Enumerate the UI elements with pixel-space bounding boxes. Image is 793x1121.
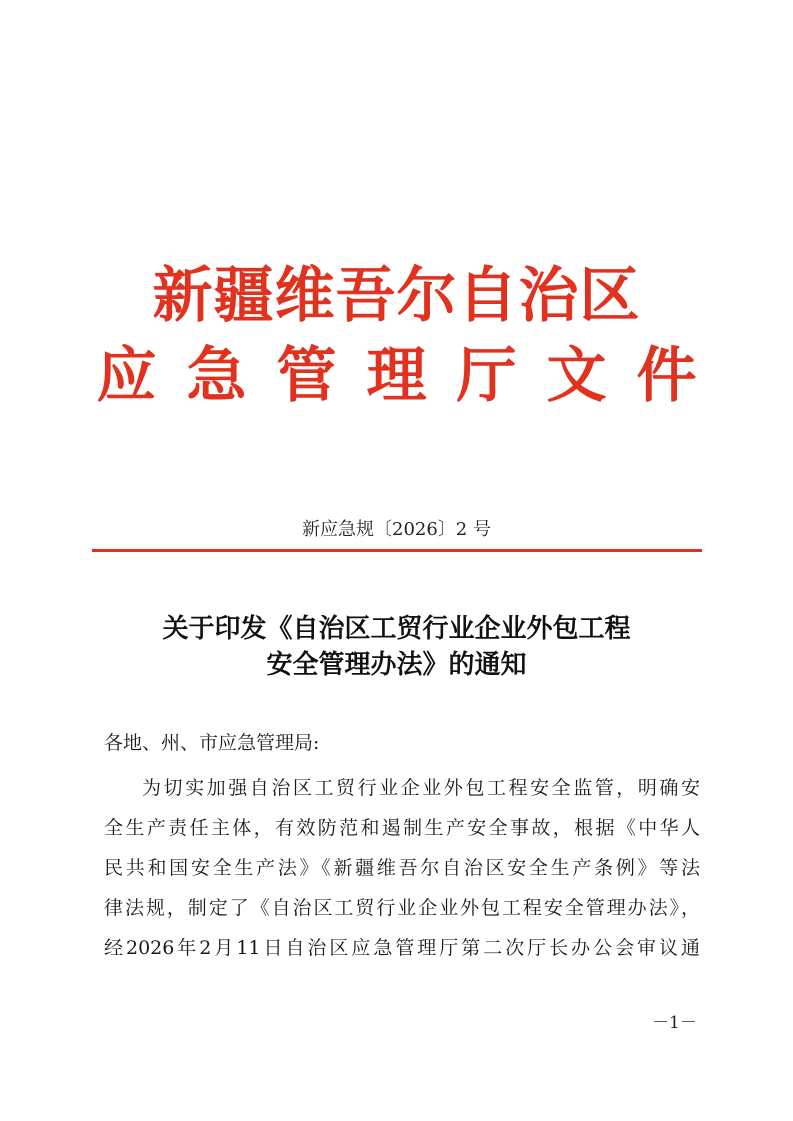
body-line: 经2026年2月11日自治区应急管理厅第二次厅长办公会审议通 (104, 937, 700, 959)
body-line: 民共和国安全生产法》《新疆维吾尔自治区安全生产条例》等法 (104, 857, 700, 879)
notice-title (0, 611, 793, 683)
notice-title-line-1: 关于印发《自治区工贸行业企业外包工程 (162, 614, 631, 644)
document-header-line-2: 应急管理厅文件 (96, 341, 727, 411)
document-header-line-1: 新疆维吾尔自治区 (152, 261, 641, 331)
page-number: －1－ (652, 1013, 697, 1033)
body-paragraph (104, 772, 700, 972)
body-line: 律法规，制定了《自治区工贸行业企业外包工程安全管理办法》， (104, 897, 700, 919)
salutation: 各地、州、市应急管理局: (104, 732, 320, 754)
body-line: 全生产责任主体，有效防范和遏制生产安全事故，根据《中华人 (104, 817, 700, 839)
document-number: 新应急规〔2026〕2 号 (302, 519, 491, 540)
notice-title-line-2: 安全管理办法》的通知 (266, 650, 527, 680)
body-line: 为切实加强自治区工贸行业企业外包工程安全监管，明确安 (142, 777, 700, 799)
red-divider-rule (92, 549, 702, 552)
